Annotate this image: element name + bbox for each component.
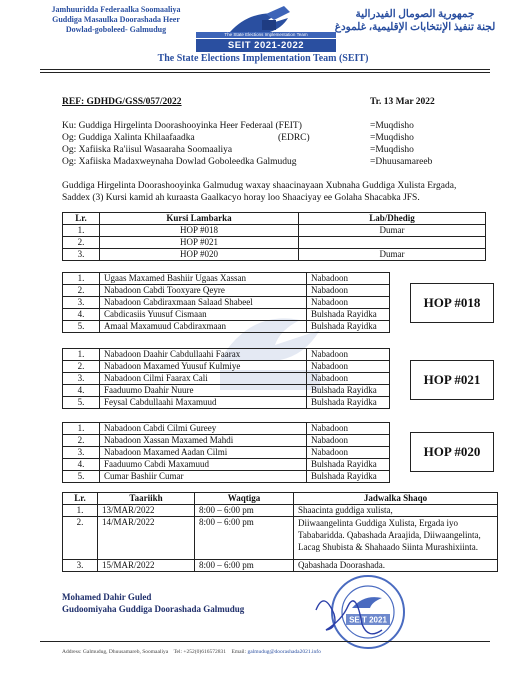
column-header: Lr. [63,493,98,505]
row-number: 5. [63,397,100,409]
member-name: Feysal Cabdullaahi Maxamuud [100,397,307,409]
schedule-date: 13/MAR/2022 [98,505,195,517]
member-name: Ugaas Maxamed Bashiir Ugaas Xassan [100,273,307,285]
stamp-label: SEIT 2021 [349,615,387,625]
table-row [63,459,390,471]
committee-table-hop018 [62,272,390,333]
table-row [63,297,390,309]
header-right-line: جمهورية الصومال الفيدرالية [355,9,475,20]
table-row [63,249,486,261]
footer [62,649,321,655]
table-row [63,321,390,333]
member-name: Nabadoon Cilmi Faarax Cali [100,373,307,385]
member-name: Nabadoon Cabdi Tooxyare Qeyre [100,285,307,297]
recipient-line: Og: Guddiga Xalinta Khilaafaadka [62,133,195,143]
recipient-location: =Muqdisho [370,133,414,143]
seat-number: HOP #018 [100,225,299,237]
table-row [63,471,390,483]
row-number: 3. [63,560,98,572]
member-role: Bulshada Rayidka [307,385,390,397]
member-name: Faaduumo Daahir Nuure [100,385,307,397]
footer-address: Address: Galmudug, Dhuusamareb, Soomaaliya [62,649,169,655]
header-right-line: لجنة تنفيذ الإنتخابات الإقليمية، غلمودغ [334,22,496,33]
letter-date: Tr. 13 Mar 2022 [370,97,435,107]
row-number: 1. [63,349,100,361]
official-stamp-icon [312,570,408,660]
recipient-location: =Dhuusamareeb [370,157,433,167]
schedule-time: 8:00 – 6:00 pm [195,505,294,517]
row-number: 1. [63,225,100,237]
row-number: 4. [63,309,100,321]
column-header: Kursi Lambarka [100,213,299,225]
member-name: Cabdicasiis Yuusuf Cismaan [100,309,307,321]
column-header: Taariikh [98,493,195,505]
gender [299,237,486,249]
seats-table [62,212,486,261]
footer-email-link[interactable]: galmudug@doorashada2021.info [247,649,321,655]
member-name: Faaduumo Cabdi Maxamuud [100,459,307,471]
table-row [63,309,390,321]
row-number: 3. [63,373,100,385]
member-role: Nabadoon [307,373,390,385]
hop-label-box: HOP #018 [410,283,494,323]
member-name: Nabadoon Maxamed Aadan Cilmi [100,447,307,459]
row-number: 3. [63,249,100,261]
member-role: Nabadoon [307,297,390,309]
schedule-time: 8:00 – 6:00 pm [195,517,294,560]
member-role: Bulshada Rayidka [307,397,390,409]
gender: Dumar [299,249,486,261]
header-right-title [330,8,500,34]
table-row [63,285,390,297]
row-number: 1. [63,505,98,517]
table-header-row [63,493,498,505]
committee-table-hop021 [62,348,390,409]
schedule-time: 8:00 – 6:00 pm [195,560,294,572]
row-number: 4. [63,459,100,471]
row-number: 5. [63,471,100,483]
member-role: Bulshada Rayidka [307,321,390,333]
recipient-line: Ku: Guddiga Hirgelinta Doorashooyinka Heer Federaal (FEIT) [62,121,302,131]
member-role: Nabadoon [307,435,390,447]
row-number: 2. [63,361,100,373]
member-role: Bulshada Rayidka [307,309,390,321]
reference-number: REF: GDHDG/GSS/057/2022 [62,97,182,107]
member-name: Amaal Maxamuud Cabdiraxmaan [100,321,307,333]
row-number: 1. [63,423,100,435]
row-number: 3. [63,297,100,309]
footer-email-label: Email: [231,649,247,655]
header-left-line: Dowlad-goboleed- Galmudug [65,25,167,34]
logo-title: SEIT 2021-2022 [196,39,336,52]
recipient-line: Og: Xafiiska Ra'iisul Wasaaraha Soomaaliya [62,145,233,155]
row-number: 5. [63,321,100,333]
member-name: Nabadoon Daahir Cabdullaahi Faarax [100,349,307,361]
logo-subtitle: The State Elections Implementation Team [196,32,336,38]
seat-number: HOP #021 [100,237,299,249]
header-divider [40,72,490,73]
table-row [63,505,498,517]
recipient-line: Og: Xafiiska Madaxweynaha Dowlad Goboleedka Galmudug [62,157,297,167]
table-row [63,373,390,385]
table-row [63,237,486,249]
hop-label-box: HOP #020 [410,432,494,472]
row-number: 4. [63,385,100,397]
table-row [63,385,390,397]
signatory-name: Mohamed Dahir Guled [62,592,152,602]
table-row [63,273,390,285]
schedule-task: Diiwaangelinta Guddiga Xulista, Ergada iyo Tababaridda. Qabashada Araajida, Diiwaangelinta, Lacag Shubista & Shahaado Siinta Murashixiinta. [294,517,498,560]
footer-divider [40,641,490,642]
schedule-task: Shaacinta guddiga xulista, [294,505,498,517]
column-header: Lr. [63,213,100,225]
schedule-table [62,492,498,572]
recipient-location: =Muqdisho [370,121,414,131]
table-row [63,423,390,435]
intro-paragraph: Guddiga Hirgelinta Doorashooyinka Galmudug waxay shaacinayaan Xubnaha Guddiga Xulista Ergada, Saddex (3) Kursi kamid ah kuraasta Gaalkacyo horay loo Shaaciyay ee Golaha Shacabka JFS. [62,181,457,203]
column-header: Jadwalka Shaqo [294,493,498,505]
header-left-title [36,5,196,35]
table-row [63,560,498,572]
row-number: 2. [63,435,100,447]
signatory-title: Gudoomiyaha Guddiga Doorashada Galmudug [62,604,245,614]
table-row [63,517,498,560]
table-row [63,349,390,361]
member-name: Cumar Bashiir Cumar [100,471,307,483]
table-row [63,361,390,373]
recipient-location: =Muqdisho [370,145,414,155]
member-role: Nabadoon [307,273,390,285]
header-left-line: Jamhuuridda Federaalka Soomaaliya [51,5,181,14]
seat-number: HOP #020 [100,249,299,261]
member-role: Nabadoon [307,423,390,435]
table-header-row [63,213,486,225]
recipient-tag: (EDRC) [278,133,310,143]
member-role: Nabadoon [307,349,390,361]
row-number: 1. [63,273,100,285]
schedule-date: 14/MAR/2022 [98,517,195,560]
table-row [63,225,486,237]
row-number: 2. [63,237,100,249]
member-role: Nabadoon [307,285,390,297]
schedule-date: 15/MAR/2022 [98,560,195,572]
column-header: Lab/Dhedig [299,213,486,225]
header-subtitle: The State Elections Implementation Team (SEIT) [157,53,369,64]
member-role: Nabadoon [307,447,390,459]
row-number: 2. [63,517,98,560]
column-header: Waqtiga [195,493,294,505]
member-role: Nabadoon [307,361,390,373]
gender: Dumar [299,225,486,237]
member-name: Nabadoon Xassan Maxamed Mahdi [100,435,307,447]
committee-table-hop020 [62,422,390,483]
member-name: Nabadoon Cabdi Cilmi Gureey [100,423,307,435]
member-role: Bulshada Rayidka [307,459,390,471]
recipients-block [62,121,502,171]
member-name: Nabadoon Maxamed Yuusuf Kulmiye [100,361,307,373]
table-row [63,397,390,409]
row-number: 3. [63,447,100,459]
hop-label-box: HOP #021 [410,360,494,400]
header-left-line: Guddiga Masaulka Doorashada Heer [52,15,180,24]
member-role: Bulshada Rayidka [307,471,390,483]
table-row [63,447,390,459]
table-row [63,435,390,447]
member-name: Nabadoon Cabdiraxmaan Salaad Shabeel [100,297,307,309]
footer-phone: Tel: +252(0)616572831 [173,649,226,655]
row-number: 2. [63,285,100,297]
schedule-task: Qabashada Doorashada. [294,560,498,572]
header-divider [40,69,490,70]
